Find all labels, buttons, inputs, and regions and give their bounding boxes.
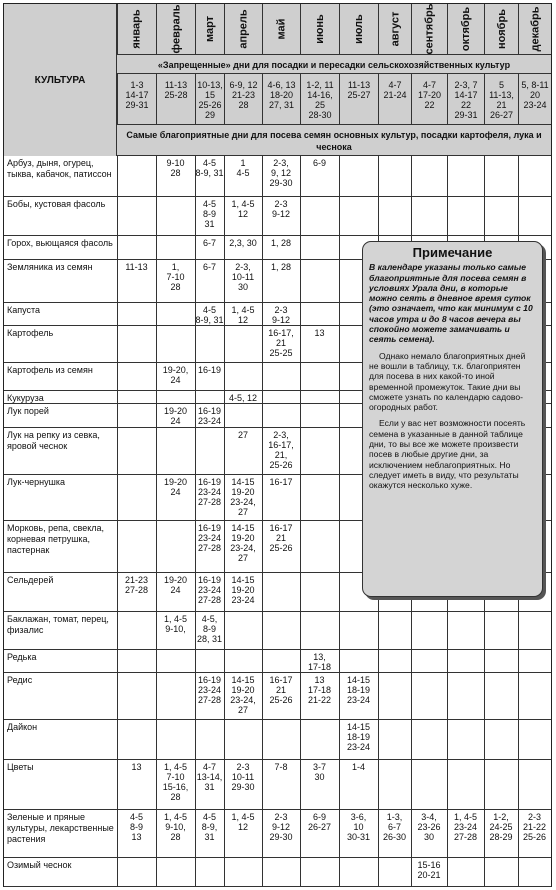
day-cell: 11-13 (125, 262, 148, 272)
column-divider (224, 156, 225, 887)
day-cell: 16-19 23-24 27-28 (197, 523, 222, 553)
column-divider (300, 156, 301, 887)
crop-name: Дайкон (7, 722, 38, 732)
crop-name: Сельдерей (7, 575, 54, 585)
note-box (362, 241, 543, 597)
day-cell: 19-20 24 (163, 406, 188, 426)
month-header (300, 4, 339, 54)
day-cell: 14-15 19-20 23-24, 27 (230, 523, 256, 563)
day-cell: 13, 17-18 (307, 652, 332, 672)
day-cell: 14-15 19-20 23-24 (231, 575, 255, 605)
note-title: Примечание (412, 245, 493, 260)
day-cell: 1, 4-5 23-24 27-28 (453, 812, 478, 842)
day-cell: 4-5 8-9, 31 (195, 305, 224, 325)
month-header (447, 4, 484, 54)
day-cell: 13 (314, 328, 325, 338)
day-cell: 4-5, 8-9 28, 31 (196, 614, 223, 644)
forbidden-days-cell: 4-7 17-20 22 (411, 74, 447, 124)
column-divider (195, 156, 196, 887)
day-cell: 3-4, 23-26 30 (417, 812, 441, 842)
day-cell: 16-19 23-24 (197, 406, 222, 426)
day-cell: 19-20, 24 (162, 365, 189, 385)
month-header (484, 4, 518, 54)
month-header (378, 4, 411, 54)
month-header (518, 4, 551, 54)
day-cell: 2,3, 30 (229, 238, 257, 248)
day-cell: 2-3, 9, 12 29-30 (269, 158, 293, 188)
crop-name: Лук на репку из севка, яровой чеснок (7, 430, 100, 451)
forbidden-days-cell: 4-7 21-24 (378, 74, 411, 124)
month-header (224, 4, 262, 54)
table-row (4, 197, 551, 236)
month-label: апрель (237, 9, 250, 49)
day-cell: 2-3 9-12 (271, 199, 290, 219)
table-row (4, 612, 551, 650)
forbidden-days-cell: 11-13 25-27 (339, 74, 378, 124)
note-paragraph-2: Если у вас нет возможности посеять семена в указанные в данной таблице дни, то вы все же можете произвести посев в любые другие дни, за исключением неблагоприятных. Но следует иметь в виду, что результаты окажутся несколько хуже. (369, 418, 526, 491)
table-row (4, 650, 551, 673)
day-cell: 2-3 9-12 (271, 305, 290, 325)
day-cell: 6-9 26-27 (307, 812, 332, 832)
day-cell: 16-19 23-24 27-28 (197, 477, 222, 507)
day-cell: 3-7 30 (312, 762, 326, 782)
table-row (4, 720, 551, 760)
crop-name: Капуста (7, 305, 41, 315)
day-cell: 1, 4-5 12 (231, 812, 255, 832)
day-cell: 21-23 27-28 (124, 575, 149, 595)
day-cell: 14-15 19-20 23-24, 27 (230, 675, 256, 715)
day-cell: 1-2, 24-25 28-29 (489, 812, 513, 842)
month-label: сентябрь (423, 3, 436, 55)
crop-name: Озимый чеснок (7, 860, 72, 870)
crop-name: Картофель из семян (7, 365, 93, 375)
month-header (262, 4, 300, 54)
day-cell: 16-19 (197, 365, 222, 375)
day-cell: 2-3 21-22 25-26 (522, 812, 547, 842)
culture-header: КУЛЬТУРА (4, 4, 117, 156)
day-cell: 4-5 8-9 31 (202, 199, 216, 229)
crop-name: Земляника из семян (7, 262, 93, 272)
forbidden-days-cell: 11-13 25-28 (156, 74, 195, 124)
forbidden-days-cell: 5, 8-11 20 23-24 (518, 74, 551, 124)
day-cell: 1, 4-5 9-10, 28 (163, 812, 187, 842)
day-cell: 16-17 21 25-26 (269, 523, 293, 553)
month-label: декабрь (529, 6, 541, 52)
day-cell: 1, 4-5 12 (231, 305, 255, 325)
crop-name: Редис (7, 675, 33, 685)
day-cell: 27 (237, 430, 248, 440)
forbidden-days-title: «Запрещенные» дни для посадки и пересадки сельскохозяйственных культур (117, 54, 551, 74)
crop-name: Горох, вьющаяся фасоль (7, 238, 113, 248)
day-cell: 4-5 8-9, 31 (201, 812, 218, 842)
table-row (4, 858, 551, 887)
forbidden-days-cell: 1-2, 11 14-16, 25 28-30 (300, 74, 339, 124)
month-label: октябрь (460, 6, 472, 52)
day-cell: 2-3 10-11 29-30 (231, 762, 255, 792)
table-row (4, 760, 551, 810)
month-label: май (275, 18, 288, 40)
day-cell: 16-17 (269, 477, 293, 487)
day-cell: 16-19 23-24 27-28 (197, 575, 222, 605)
crop-name: Картофель (7, 328, 54, 338)
day-cell: 14-15 19-20 23-24, 27 (230, 477, 256, 517)
crop-name: Морковь, репа, свекла, корневая петрушка, пастернак (7, 523, 104, 555)
column-divider (262, 156, 263, 887)
day-cell: 1, 4-5 9-10, (163, 614, 187, 634)
day-cell: 16-17, 21 25-25 (268, 328, 294, 358)
month-header (156, 4, 195, 54)
month-label: август (389, 11, 401, 47)
day-cell: 14-15 18-19 23-24 (346, 675, 371, 705)
table-row (4, 810, 551, 858)
day-cell: 4-5, 12 (228, 393, 258, 403)
day-cell: 4-5 8-9, 31 (195, 158, 224, 178)
crop-name: Баклажан, томат, перец, физалис (7, 614, 109, 635)
month-header (411, 4, 447, 54)
crop-name: Лук порей (7, 406, 49, 416)
best-days-title: Самые благоприятные дни для посева семян основных культур, посадки картофеля, лука и чеснока (117, 124, 551, 156)
day-cell: 15-16 20-21 (417, 860, 441, 880)
forbidden-days-cell: 2-3, 7 14-17 22 29-31 (447, 74, 484, 124)
month-label: ноябрь (495, 9, 508, 49)
month-header (117, 4, 156, 54)
day-cell: 6-9 (312, 158, 326, 168)
day-cell: 2-3 9-12 29-30 (269, 812, 293, 842)
column-divider (339, 156, 340, 887)
forbidden-days-cell: 6-9, 12 21-23 28 (224, 74, 262, 124)
day-cell: 2-3, 16-17, 21, 25-26 (268, 430, 294, 470)
crop-name: Кукуруза (7, 393, 44, 403)
day-cell: 1 4-5 (236, 158, 250, 178)
day-cell: 1, 7-10 28 (166, 262, 185, 292)
day-cell: 13 17-18 21-22 (307, 675, 332, 705)
table-row (4, 156, 551, 197)
day-cell: 13 (131, 762, 142, 772)
forbidden-days-cell: 1-3 14-17 29-31 (117, 74, 156, 124)
day-cell: 1-3, 6-7 26-30 (382, 812, 407, 842)
day-cell: 9-10 28 (166, 158, 185, 178)
day-cell: 19-20 24 (163, 575, 188, 595)
forbidden-days-cell: 5 11-13, 21 26-27 (484, 74, 518, 124)
day-cell: 1-4 (351, 762, 365, 772)
column-divider (117, 156, 118, 887)
month-label: июль (352, 14, 365, 44)
column-divider (156, 156, 157, 887)
day-cell: 2-3, 10-11 30 (231, 262, 255, 292)
day-cell: 3-6, 10 30-31 (346, 812, 371, 842)
month-label: июнь (314, 14, 326, 44)
note-bold-text: В календаре указаны только самые благоприятные для посева семян в условиях Урала дни, в которые можно сеять в дневное время суток (это означает, что как минимум с 10 часов утра и до 8 часов вечера вы спокойно можете замачивать и сеять семена). (369, 262, 533, 345)
day-cell: 16-17 21 25-26 (269, 675, 293, 705)
day-cell: 6-7 (202, 238, 216, 248)
crop-name: Редька (7, 652, 37, 662)
month-header (195, 4, 224, 54)
note-paragraph-1: Однако немало благоприятных дней не вошли в таблицу, т.к. благоприятен для посева в них какой-то иной временной промежуток. Такие дни вы сможете узнать по календарю садово-огородных работ. (369, 350, 526, 413)
forbidden-days-cell: 4-6, 13 18-20 27, 31 (262, 74, 300, 124)
day-cell: 1, 28 (270, 238, 292, 248)
day-cell: 6-7 (202, 262, 216, 272)
crop-name: Цветы (7, 762, 34, 772)
day-cell: 4-5 8-9 13 (129, 812, 143, 842)
day-cell: 14-15 18-19 23-24 (346, 722, 371, 752)
table-row (4, 673, 551, 720)
crop-name: Зеленые и пряные культуры, лекарственные растения (7, 812, 114, 844)
day-cell: 7-8 (274, 762, 288, 772)
day-cell: 1, 4-5 12 (231, 199, 255, 219)
crop-name: Арбуз, дыня, огурец, тыква, кабачок, патиссон (7, 158, 112, 179)
day-cell: 19-20 24 (163, 477, 188, 497)
month-header (339, 4, 378, 54)
day-cell: 16-19 23-24 27-28 (197, 675, 222, 705)
day-cell: 1, 4-5 7-10 15-16, 28 (162, 762, 189, 802)
day-cell: 4-7 13-14, 31 (196, 762, 223, 792)
month-label: январь (131, 9, 143, 49)
day-cell: 1, 28 (270, 262, 292, 272)
month-label: февраль (170, 4, 183, 54)
crop-name: Бобы, кустовая фасоль (7, 199, 106, 209)
month-label: март (203, 15, 216, 43)
crop-name: Лук-чернушка (7, 477, 65, 487)
forbidden-days-cell: 10-13, 15 25-26 29 (195, 74, 224, 124)
